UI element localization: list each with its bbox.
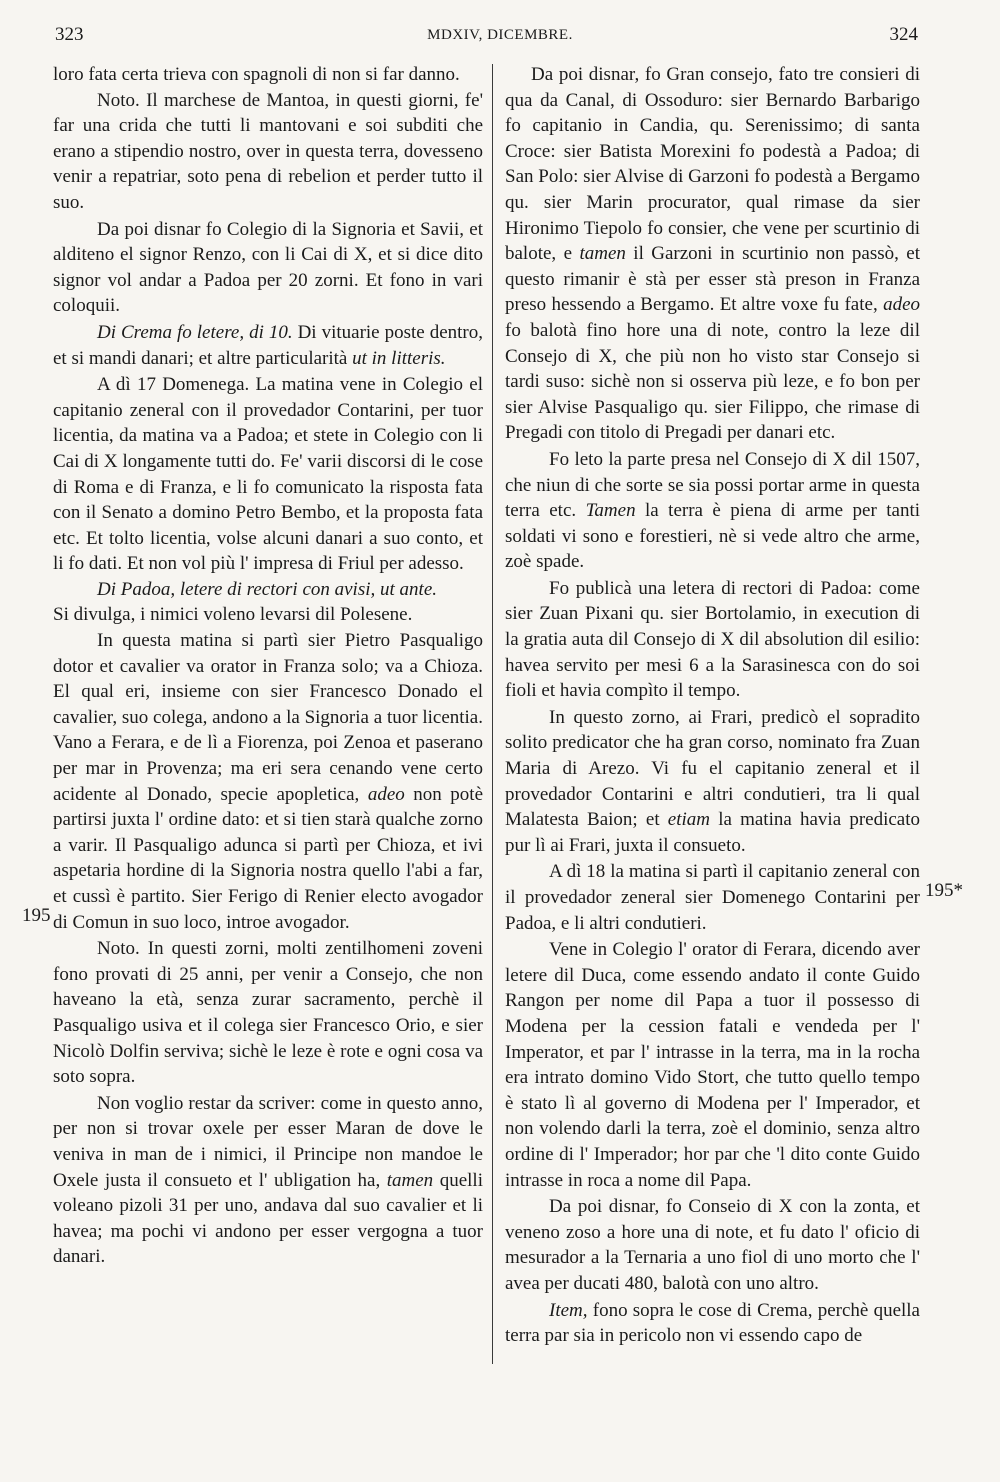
italic-text: adeo xyxy=(883,294,920,316)
text-run: fo balotà fino hore una di note, contro la leze dil Consejo di X, che più non ho visto star Consejo si tardi suso: sichè non si osserva più leze, e fo bon per sier Alvise Pasqualigo qu. sier Filippo, che rimase di Pregadi con titolo di Pregadi per danari etc. xyxy=(505,319,920,444)
page-header xyxy=(0,24,1000,54)
text-run: Non voglio restar da scriver: come in questo anno, per non si trovar oxele per esser Maran de dove le veniva in man de i nimici, il Principe non mandoe le Oxele justa il consueto et l' ubligation ha, xyxy=(53,1092,483,1191)
italic-text: Di Padoa, letere di rectori con avisi, ut ante. xyxy=(97,578,437,600)
paragraph: A dì 18 la matina si partì il capitanio zeneral con il provedador zeneral sier Domenego Contarini per Padoa, e li altri condutieri. xyxy=(505,861,920,934)
italic-text: ut in litteris. xyxy=(352,347,446,369)
italic-text: Di Crema fo letere, di 10. xyxy=(97,321,293,343)
left-column xyxy=(53,62,483,1270)
italic-text: tamen xyxy=(386,1169,434,1191)
paragraph xyxy=(53,628,483,935)
paragraph: A dì 17 Domenega. La matina vene in Colegio el capitanio zeneral con il provedador Contarini, per tuor licentia, da matina va a Padoa; et stete in Colegio con li Cai di X longamente tutti do. Fe' varii discorsi di le cose di Roma e di Franza, e li fo comunicato la risposta fata con il Senato a domino Petro Bembo, et la proposta fata etc. Et tolto licentia, volse alcuni danari a suo conto, et li fo dati. Et non vol più l' impresa di Friul per adesso. xyxy=(53,374,483,575)
text-run: quelli voleano pizoli 31 per uno, andava dal suo cavalier et li havea; ma pochi vi andono per esser vergogna a tuor danari. xyxy=(53,1169,483,1268)
page-number-left: 323 xyxy=(55,24,84,45)
paragraph: Da poi disnar fo Colegio di la Signoria et Savii, et alditeno el signor Renzo, con li Cai di X, et si dice dito signor vol andar a Padoa per 20 zorni. Et fono in vari coloquii. xyxy=(53,218,483,317)
italic-text: Tamen xyxy=(585,500,636,522)
paragraph xyxy=(53,1091,483,1270)
paragraph xyxy=(505,1298,920,1349)
italic-text: adeo xyxy=(367,783,405,805)
text-run: la terra è piena di arme per tanti soldati vi sono e forestieri, nè si vede altro che arme, zoè spade. xyxy=(505,500,920,573)
paragraph xyxy=(505,447,920,575)
column-divider xyxy=(492,64,493,1364)
italic-text: Item, xyxy=(549,1299,588,1321)
text-run: In questa matina si partì sier Pietro Pasqualigo dotor et cavalier va orator in Franza solo; va a Chioza. El qual eri, insieme con sier Francesco Donado el cavalier, suo colega, andono a la Signoria a tuor licentia. Vano a Ferara, e de lì a Fiorenza, poi Zenoa et paserano per mar in Provenza; ma eri sera cenando vene certo acidente al Donado, specie apopletica, xyxy=(53,630,483,805)
italic-text: etiam xyxy=(667,809,711,831)
margin-number-left: 195 xyxy=(22,905,51,926)
paragraph: Da poi disnar, fo Conseio di X con la zonta, et veneno zoso a hore una di note, et fu dato l' oficio di mesurador a la Ternaria a uno fiol di uno morto che l' avea per ducati 480, balotà con uno altro. xyxy=(505,1196,920,1294)
margin-number-right: 195* xyxy=(925,880,963,901)
right-column xyxy=(505,62,920,1349)
italic-text: tamen xyxy=(579,243,626,265)
paragraph xyxy=(505,62,920,446)
text-run: la matina havia predicato pur lì ai Frari, juxta il consueto. xyxy=(505,809,921,856)
text-run: Fo leto la parte presa nel Consejo di X dil 1507, che niun di che sorte se sia possi portar arme in questa terra etc. xyxy=(505,448,920,522)
paragraph: Vene in Colegio l' orator di Ferara, dicendo aver letere dil Duca, come essendo andato il conte Guido Rangon per nome dil Papa a tuor il possesso di Modena per la cession fatali e vendeda per l' Imperator, et par l' intrasse in la terra, ma in la rocha era intrato domino Vido Stort, che tutto quello tempo è stato lì al governo di Modena per l' Imperador, et non volendo darli la terra, zoè el dominio, senza altro ordine di l' Imperador; hor par che 'l dito conte Guido intrasse in roca a nome dil Papa. xyxy=(505,939,920,1191)
text-run: il Garzoni in scurtinio non passò, et questo rimanir è stà per esser stà preson in Franza preso hessendo a Bergamo. Et altre voxe fu fate, xyxy=(505,243,920,316)
paragraph xyxy=(505,705,920,859)
paragraph: loro fata certa trieva con spagnoli di non si far danno. xyxy=(53,64,460,85)
paragraph xyxy=(53,577,483,603)
text-run: In questo zorno, ai Frari, predicò el sopradito solito predicator che ha gran corso, nominato fra Zuan Maria di Arezo. Vi fu el capitanio zeneral et il provedador Contarini e altri condutieri, tra li qual Malatesta Baion; et xyxy=(505,706,920,831)
text-run: non potè partirsi juxta l' ordine dato: et si tien starà qualche zorno a varir. Il Pasqualigo adunca si partì per Chioza, et ivi aspetaria hordine di la Signoria nostra quello l'abi a far, et cussì è partito. Sier Ferigo di Renier electo avogador di Comun in suo loco, introe avogador. xyxy=(53,783,484,933)
text-run: fono sopra le cose di Crema, perchè quella terra par sia in pericolo non vi essendo capo de xyxy=(505,1299,920,1347)
paragraph: Si divulga, i nimici voleno levarsi dil Polesene. xyxy=(53,604,413,626)
text-run: Di vituarie poste dentro, et si mandi danari; et altre particularità xyxy=(53,321,483,369)
paragraph: Noto. Il marchese de Mantoa, in questi giorni, fe' far una crida che tutti li mantovani e soi subditi che erano a stipendio nostro, over in questa terra, dovesseno venir a repatriar, soto pena di rebelion et perder tutto il suo. xyxy=(53,89,483,213)
paragraph xyxy=(53,320,483,371)
paragraph: Fo publicà una letera di rectori di Padoa: come sier Zuan Pixani qu. sier Bortolamio, in execution di la gratia auta dil Consejo di X dil absolution dil esilio: havea servito per mesi 6 a la Sarasinesca con do soi fioli et havia compìto il tempo. xyxy=(505,577,920,702)
page-number-right: 324 xyxy=(889,24,918,45)
running-title: MDXIV, DICEMBRE. xyxy=(427,27,573,43)
paragraph: Noto. In questi zorni, molti zentilhomeni zoveni fono provati di 25 anni, per venir a Consejo, che non haveano la età, senza zurar sacramento, perchè il Pasqualigo usiva et il colega sier Francesco Orio, e sier Nicolò Dolfin serviva; sichè le leze è rote e ogni cosa va soto sopra. xyxy=(53,938,483,1088)
text-run: Da poi disnar, fo Gran consejo, fato tre consieri di qua da Canal, di Ossoduro: sier Bernardo Barbarigo fo capitanio in Candia, qu. Serenissimo; di santa Croce: sier Batista Morexini fo podestà a Padoa; di San Polo: sier Alvise di Garzoni fo podestà a Bergamo qu. sier Marin procurator, qual rimase da sier Hironimo Tiepolo fo consier, che vene per scurtinio di balote, e xyxy=(505,64,920,265)
